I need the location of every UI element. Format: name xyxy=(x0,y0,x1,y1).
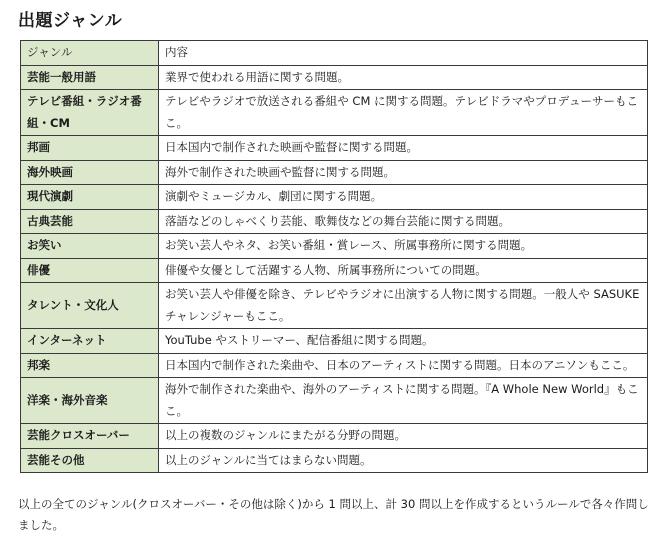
table-row xyxy=(21,329,648,354)
content-cell: 業界で使われる用語に関する問題。 xyxy=(159,65,648,90)
page-title: 出題ジャンル xyxy=(18,11,123,31)
content-cell: 演劇やミュージカル、劇団に関する問題。 xyxy=(159,185,648,210)
genre-cell: 芸能一般用語 xyxy=(21,65,159,90)
content-cell: 日本国内で制作された映画や監督に関する問題。 xyxy=(159,136,648,161)
table-row xyxy=(21,424,648,449)
genre-cell: 洋楽・海外音楽 xyxy=(21,378,159,424)
genre-cell: 芸能その他 xyxy=(21,448,159,473)
table-row xyxy=(21,209,648,234)
table-row xyxy=(21,185,648,210)
content-cell: 日本国内で制作された楽曲や、日本のアーティストに関する問題。日本のアニソンもここ。 xyxy=(159,353,648,378)
content-cell: 俳優や女優として活躍する人物、所属事務所についての問題。 xyxy=(159,258,648,283)
genre-cell: タレント・文化人 xyxy=(21,283,159,329)
genre-cell: 現代演劇 xyxy=(21,185,159,210)
header-genre: ジャンル xyxy=(21,41,159,66)
table-row xyxy=(21,90,648,136)
genre-cell: 古典芸能 xyxy=(21,209,159,234)
genre-cell: 邦画 xyxy=(21,136,159,161)
table-row xyxy=(21,353,648,378)
genre-cell: 海外映画 xyxy=(21,160,159,185)
genre-cell: 芸能クロスオーバー xyxy=(21,424,159,449)
content-cell: 落語などのしゃべくり芸能、歌舞伎などの舞台芸能に関する問題。 xyxy=(159,209,648,234)
table-row xyxy=(21,378,648,424)
content-cell: 海外で制作された映画や監督に関する問題。 xyxy=(159,160,648,185)
content-cell: テレビやラジオで放送される番組や CM に関する問題。テレビドラマやプロデューサーもここ。 xyxy=(159,90,648,136)
footer-note: 以上の全てのジャンル(クロスオーバー・その他は除く)から 1 問以上、計 30 問以上を作成するというルールで各々作問しました。 xyxy=(18,497,649,532)
genre-cell: テレビ番組・ラジオ番組・CM xyxy=(21,90,159,136)
genre-table xyxy=(20,40,648,473)
table-row xyxy=(21,234,648,259)
table-row xyxy=(21,65,648,90)
content-cell: 以上の複数のジャンルにまたがる分野の問題。 xyxy=(159,424,648,449)
table-row xyxy=(21,160,648,185)
header-content: 内容 xyxy=(159,41,648,66)
genre-cell: 俳優 xyxy=(21,258,159,283)
genre-cell: インターネット xyxy=(21,329,159,354)
table-header-row xyxy=(21,41,648,66)
content-cell: YouTube やストリーマー、配信番組に関する問題。 xyxy=(159,329,648,354)
content-cell: 海外で制作された楽曲や、海外のアーティストに関する問題。『A Whole New World』もここ。 xyxy=(159,378,648,424)
table-body xyxy=(21,65,648,473)
table-row xyxy=(21,136,648,161)
table-row xyxy=(21,258,648,283)
content-cell: お笑い芸人や俳優を除き、テレビやラジオに出演する人物に関する問題。一般人や SASUKE チャレンジャーもここ。 xyxy=(159,283,648,329)
content-cell: お笑い芸人やネタ、お笑い番組・賞レース、所属事務所に関する問題。 xyxy=(159,234,648,259)
genre-cell: お笑い xyxy=(21,234,159,259)
table-row xyxy=(21,448,648,473)
genre-cell: 邦楽 xyxy=(21,353,159,378)
content-cell: 以上のジャンルに当てはまらない問題。 xyxy=(159,448,648,473)
table-row xyxy=(21,283,648,329)
